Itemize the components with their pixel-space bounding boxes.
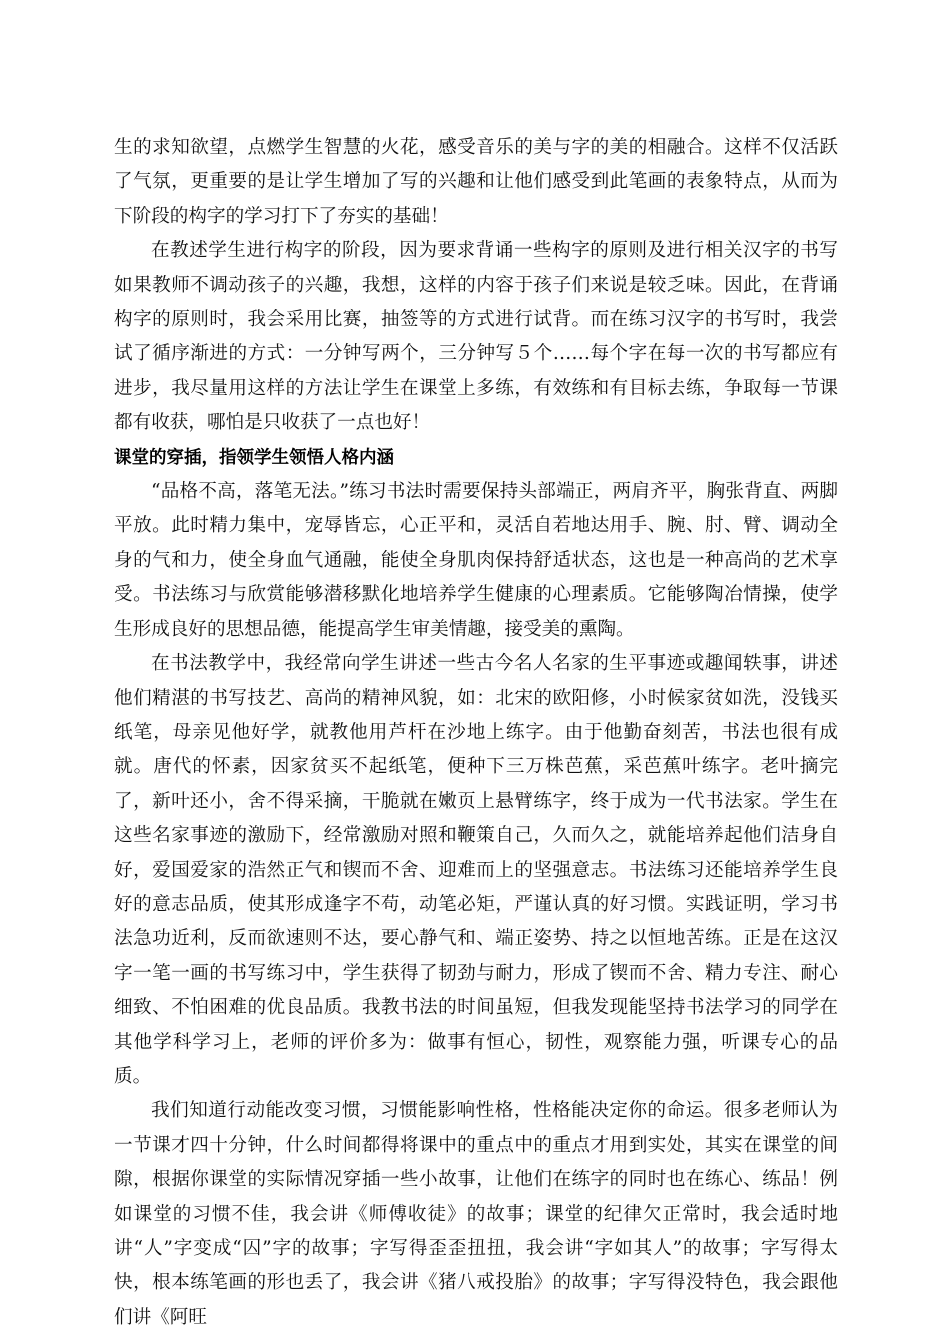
- paragraph-2: 在教述学生进行构字的阶段，因为要求背诵一些构字的原则及进行相关汉字的书写如果教师不调动孩子的兴趣，我想，这样的内容于孩子们来说是较乏味。因此，在背诵构字的原则时，我会采用比赛，抽签等的方式进行试背。而在练习汉字的书写时，我尝试了循序渐进的方式：一分钟写两个，三分钟写５个……每个字在每一次的书写都应有进步，我尽量用这样的方法让学生在课堂上多练，有效练和有目标去练，争取每一节课都有收获，哪怕是只收获了一点也好！: [114, 240, 838, 434]
- section-heading: 课堂的穿插，指领学生领悟人格内涵: [114, 447, 394, 468]
- paragraph-4: 在书法教学中，我经常向学生讲述一些古今名人名家的生平事迹或趣闻轶事，讲述他们精湛的书写技艺、高尚的精神风貌，如：北宋的欧阳修，小时候家贫如洗，没钱买纸笔，母亲见他好学，就教他用芦杆在沙地上练字。由于他勤奋刻苦，书法也很有成就。唐代的怀素，因家贫买不起纸笔，便种下三万株芭蕉，采芭蕉叶练字。老叶摘完了，新叶还小，舍不得采摘，干脆就在嫩页上悬臂练字，终于成为一代书法家。学生在这些名家事迹的激励下，经常激励对照和鞭策自己，久而久之，就能培养起他们洁身自好，爱国爱家的浩然正气和锲而不舍、迎难而上的坚强意志。书法练习还能培养学生良好的意志品质，使其形成逢字不苟，动笔必矩，严谨认真的好习惯。实践证明，学习书法急功近利，反而欲速则不达，要心静气和、端正姿势、持之以恒地苦练。正是在这汉字一笔一画的书写练习中，学生获得了韧劲与耐力，形成了锲而不舍、精力专注、耐心细致、不怕困难的优良品质。我教书法的时间虽短，但我发现能坚持书法学习的同学在其他学科学习上，老师的评价多为：做事有恒心，韧性，观察能力强，听课专心的品质。: [114, 653, 838, 1087]
- paragraph-5: 我们知道行动能改变习惯，习惯能影响性格，性格能决定你的命运。很多老师认为一节课才四十分钟，什么时间都得将课中的重点中的重点才用到实处，其实在课堂的间隙，根据你课堂的实际情况穿插一些小故事，让他们在练字的同时也在练心、练品！例如课堂的习惯不佳，我会讲《师傅收徒》的故事；课堂的纪律欠正常时，我会适时地讲“人”字变成“囚”字的故事；字写得歪歪扭扭，我会讲“字如其人”的故事；字写得太快，根本练笔画的形也丢了，我会讲《猪八戒投胎》的故事；字写得没特色，我会跟他们讲《阿旺: [114, 1100, 838, 1328]
- paragraph-3: “品格不高，落笔无法。”练习书法时需要保持头部端正，两肩齐平，胸张背直、两脚平放。此时精力集中，宠辱皆忘，心正平和，灵活自若地达用手、腕、肘、臂、调动全身的气和力，使全身血气通融，能使全身肌肉保持舒适状态，这也是一种高尚的艺术享受。书法练习与欣赏能够潜移默化地培养学生健康的心理素质。它能够陶冶情操，使学生形成良好的思想品德，能提高学生审美情趣，接受美的熏陶。: [114, 481, 838, 640]
- paragraph-1: 生的求知欲望，点燃学生智慧的火花，感受音乐的美与字的美的相融合。这样不仅活跃了气氛，更重要的是让学生增加了写的兴趣和让他们感受到此笔画的表象特点，从而为下阶段的构字的学习打下了夯实的基础！: [114, 137, 838, 227]
- document-body: [114, 131, 838, 1335]
